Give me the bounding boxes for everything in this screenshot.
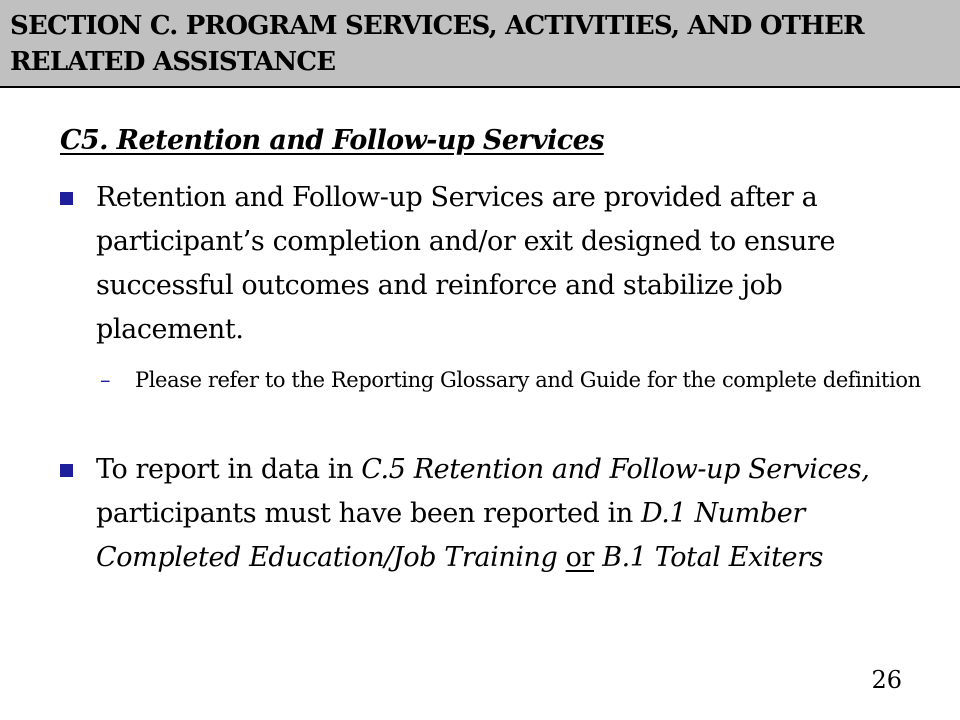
bullet-text xyxy=(96,448,916,580)
italic-reference-d1: D.1 Number Completed Education/Job Training xyxy=(96,498,805,573)
section-header-bar xyxy=(0,0,960,88)
dash-bullet-icon: – xyxy=(100,368,111,392)
italic-reference-c5: C.5 Retention and Follow-up Services, xyxy=(361,454,870,485)
square-bullet-icon xyxy=(60,464,73,477)
sub-bullet-text: Please refer to the Reporting Glossary and Guide for the complete definition xyxy=(135,368,921,392)
bullet-text: Retention and Follow-up Services are provided after a participant’s completion and/or exit designed to ensure successful outcomes and reinforce and stabilize job placement. xyxy=(96,182,836,345)
text-run: participants must have been reported in xyxy=(96,498,642,529)
text-run: To report in data in xyxy=(96,454,362,485)
subsection-heading: C5. Retention and Follow-up Services xyxy=(60,125,604,156)
page-number: 26 xyxy=(871,666,902,694)
text-run xyxy=(594,542,602,573)
italic-reference-b1: B.1 Total Exiters xyxy=(602,542,824,573)
text-run xyxy=(557,542,565,573)
section-title: SECTION C. PROGRAM SERVICES, ACTIVITIES, AND OTHER RELATED ASSISTANCE xyxy=(10,11,864,77)
underlined-or: or xyxy=(565,542,594,573)
square-bullet-icon xyxy=(60,192,73,205)
